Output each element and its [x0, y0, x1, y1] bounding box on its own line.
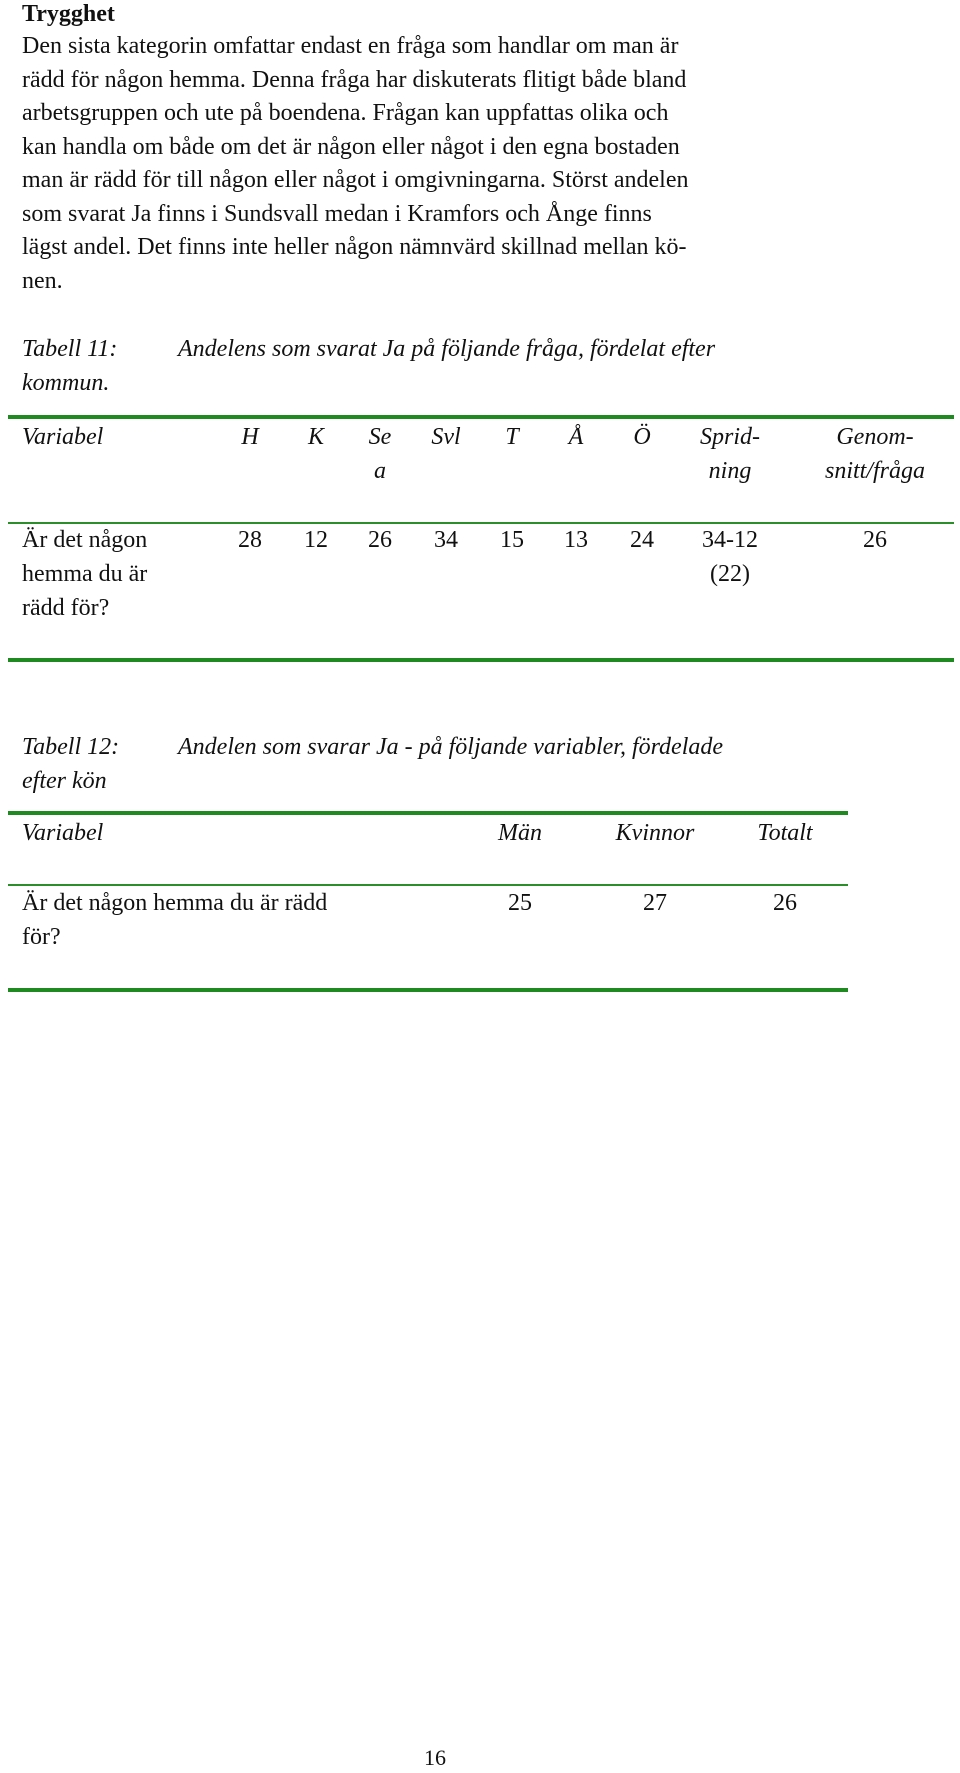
table11-caption-label: Tabell 11:	[22, 336, 118, 362]
table12-row-variable-cont: för?	[22, 924, 61, 950]
table12-caption-text: Andelen som svarar Ja - på följande variabler, fördelade	[178, 734, 724, 760]
table11-header-variabel: Variabel	[22, 424, 104, 450]
body-paragraph	[22, 30, 842, 298]
table11-cell-t: 15	[500, 527, 524, 553]
table11-row-variable: Är det någon	[22, 527, 148, 553]
table11-header-spridning-cont: ning	[708, 458, 752, 484]
paragraph-line: arbetsgruppen och ute på boendena. Frågan kan uppfattas olika och	[22, 100, 669, 126]
table11-header-spridning: Sprid-	[700, 424, 760, 450]
table11-row-variable-cont: rädd för?	[22, 595, 110, 621]
page-number: 16	[424, 1745, 446, 1770]
table12-top-rule	[8, 811, 848, 815]
table12-bottom-rule	[8, 988, 848, 992]
table11-top-rule	[8, 415, 954, 419]
table12-header-rule	[8, 884, 848, 886]
table12-header-man: Män	[498, 820, 542, 846]
table11-bottom-rule	[8, 658, 954, 662]
table12-header-kvinnor: Kvinnor	[615, 820, 695, 846]
table12-caption-continuation: efter kön	[22, 768, 107, 794]
table11-cell-a: 13	[564, 527, 588, 553]
table12-header-totalt: Totalt	[757, 820, 813, 846]
table12-header-variabel: Variabel	[22, 820, 104, 846]
table12-cell-man: 25	[508, 890, 532, 916]
table11-header-o: Ö	[633, 424, 651, 450]
table12-cell-kvinnor: 27	[643, 890, 667, 916]
table11-header-a: Å	[568, 424, 584, 450]
paragraph-line: kan handla om både om det är någon eller något i den egna bostaden	[22, 133, 680, 160]
paragraph-line: nen.	[22, 267, 63, 294]
table11-header-sea: Se	[368, 424, 392, 450]
table11-cell-spridning: 34-12	[702, 527, 758, 553]
table11-header-t: T	[505, 424, 519, 450]
table12-caption-label: Tabell 12:	[22, 734, 120, 760]
table11-header-sea-cont: a	[374, 458, 386, 484]
table11-cell-h: 28	[238, 527, 262, 553]
paragraph-line: rädd för någon hemma. Denna fråga har diskuterats flitigt både bland	[22, 66, 687, 93]
table11-header-k: K	[307, 424, 324, 450]
table11-header-h: H	[241, 424, 259, 450]
table12-row-variable: Är det någon hemma du är rädd	[22, 890, 328, 916]
table11-header-genomsnitt-cont: snitt/fråga	[824, 458, 926, 484]
table11-row-variable-cont: hemma du är	[22, 561, 148, 587]
table11-cell-genomsnitt: 26	[863, 527, 887, 553]
table11-cell-k: 12	[304, 527, 328, 553]
table11-header-svl: Svl	[431, 424, 461, 450]
table12-cell-totalt: 26	[773, 890, 797, 916]
paragraph-line: man är rädd för till någon eller något i omgivningarna. Störst andelen	[22, 167, 689, 193]
paragraph-line: Den sista kategorin omfattar endast en fråga som handlar om man är	[22, 33, 679, 59]
table11-cell-svl: 34	[434, 527, 458, 553]
table11-header-genomsnitt: Genom-	[836, 424, 914, 450]
paragraph-line: lägst andel. Det finns inte heller någon nämnvärd skillnad mellan kö-	[22, 234, 687, 260]
table11-caption-continuation: kommun.	[22, 370, 110, 396]
paragraph-line: som svarat Ja finns i Sundsvall medan i Kramfors och Ånge finns	[22, 200, 652, 227]
table11-caption-text: Andelens som svarat Ja på följande fråga, fördelat efter	[178, 336, 716, 362]
table11-cell-o: 24	[630, 527, 654, 553]
table11-cell-spridning-cont: (22)	[710, 561, 750, 587]
table11-cell-sea: 26	[368, 527, 392, 553]
section-heading: Trygghet	[22, 1, 115, 27]
